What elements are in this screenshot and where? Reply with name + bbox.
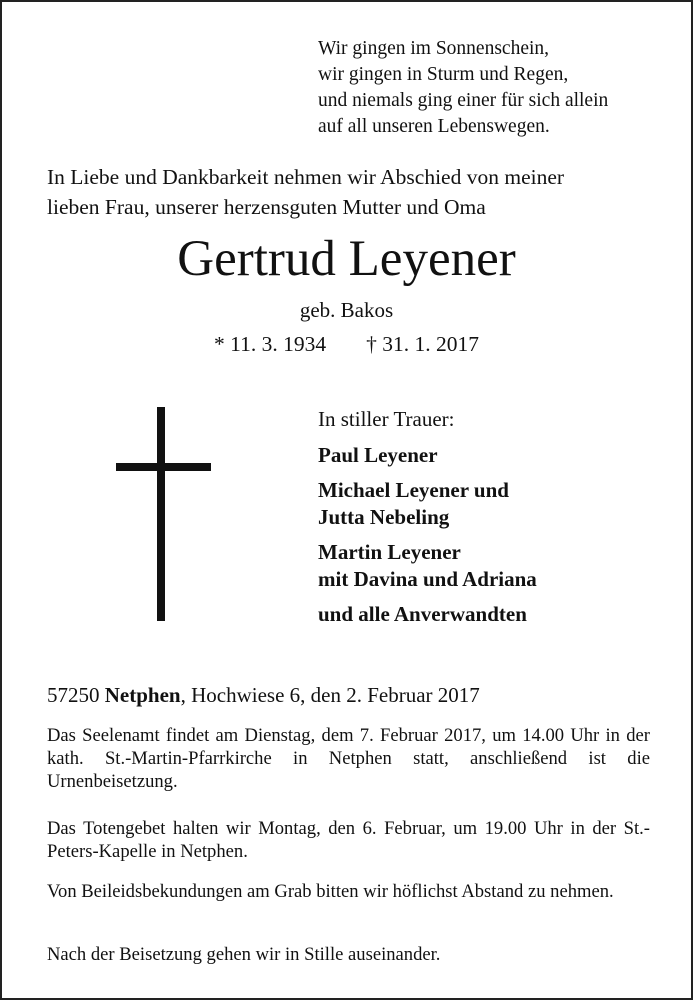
service-note: Das Seelenamt findet am Dienstag, dem 7. Februar 2017, um 14.00 Uhr in der kath. St.-Martin-Pfarrkirche in Netphen statt, anschließend ist die Urnenbeisetzung. xyxy=(47,725,650,792)
mourners-heading: In stiller Trauer: xyxy=(318,407,455,431)
address-rest: , Hochwiese 6, den 2. Februar 2017 xyxy=(180,683,480,707)
address-line xyxy=(47,681,480,709)
birth-date: * 11. 3. 1934 xyxy=(214,332,327,356)
mourner-line: mit Davina und Adriana xyxy=(318,567,537,591)
mourner-entry xyxy=(318,442,438,469)
mourner-line: Michael Leyener und xyxy=(318,478,509,502)
mourner-entry xyxy=(318,539,537,593)
cross-icon-bar xyxy=(116,463,211,471)
life-dates xyxy=(2,330,691,358)
mourner-entry xyxy=(318,477,509,531)
mourner-line: Paul Leyener xyxy=(318,443,438,467)
poem-line: auf all unseren Lebenswegen. xyxy=(318,116,550,137)
poem xyxy=(318,36,608,140)
intro-line: In Liebe und Dankbarkeit nehmen wir Abschied von meiner xyxy=(47,165,565,189)
prayer-note: Das Totengebet halten wir Montag, den 6. Februar, um 19.00 Uhr in der St.-Peters-Kapelle in Netphen. xyxy=(47,818,650,862)
closing-note: Nach der Beisetzung gehen wir in Stille auseinander. xyxy=(47,944,441,965)
mourner-line: und alle Anverwandten xyxy=(318,602,527,626)
postcode: 57250 xyxy=(47,683,100,707)
birth-name: geb. Bakos xyxy=(299,298,394,322)
poem-line: wir gingen in Sturm und Regen, xyxy=(318,64,569,85)
deceased-name: Gertrud Leyener xyxy=(177,231,516,287)
mourner-line: Jutta Nebeling xyxy=(318,505,450,529)
intro-line: lieben Frau, unserer herzensguten Mutter und Oma xyxy=(47,195,486,219)
poem-line: Wir gingen im Sonnenschein, xyxy=(318,38,550,59)
condolence-note: Von Beileidsbekundungen am Grab bitten wir höflichst Abstand zu nehmen. xyxy=(47,881,614,902)
intro-text xyxy=(47,162,653,222)
poem-line: und niemals ging einer für sich allein xyxy=(318,90,609,111)
mourner-line: Martin Leyener xyxy=(318,540,461,564)
mourner-entry xyxy=(318,601,527,628)
death-date: † 31. 1. 2017 xyxy=(366,332,479,356)
cross-icon xyxy=(157,407,165,621)
town: Netphen xyxy=(104,683,181,707)
